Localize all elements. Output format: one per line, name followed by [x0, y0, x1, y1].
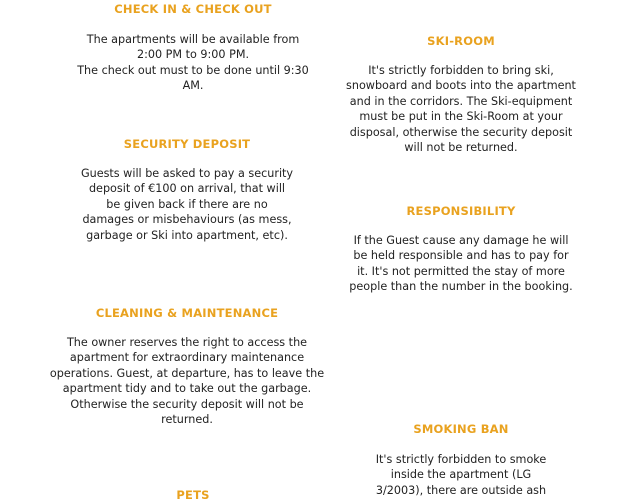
body-line: 2:00 PM to 9:00 PM. [136, 48, 250, 62]
body-line: AM. [182, 79, 204, 93]
body-line: garbage or Ski into apartment, etc). [86, 228, 288, 242]
section-body [48, 335, 326, 427]
section-security-deposit [62, 137, 312, 243]
section-heading: SMOKING BAN [413, 422, 509, 436]
section-responsibility [336, 204, 586, 295]
body-line: It's strictly forbidden to bring ski, [368, 64, 554, 77]
section-smoking-ban [336, 422, 586, 498]
section-heading: RESPONSIBILITY [406, 204, 516, 218]
body-line: people than the number in the booking. [349, 280, 573, 294]
body-line: The check out must to be done until 9:30 [77, 63, 309, 77]
section-check-in-check-out [62, 2, 324, 94]
section-heading: CHECK IN & CHECK OUT [114, 2, 272, 16]
body-line: Guests will be asked to pay a security [80, 167, 294, 180]
body-line: snowboard and boots into the apartment [346, 79, 576, 93]
section-ski-room [336, 34, 586, 155]
body-line: and in the corridors. The Ski-equipment [349, 94, 573, 108]
body-line: 3/2003), there are outside ash [375, 483, 547, 497]
body-line: Otherwise the security deposit will not be [70, 397, 304, 411]
body-line: must be put in the Ski-Room at your [359, 110, 563, 124]
section-body [336, 233, 586, 295]
section-body [336, 63, 586, 155]
section-body [62, 166, 312, 243]
section-body [62, 32, 324, 94]
body-line: deposit of €100 on arrival, that will [88, 182, 286, 196]
section-body [336, 452, 586, 498]
body-line: will not be returned. [404, 141, 518, 155]
body-line: It's strictly forbidden to smoke [375, 453, 547, 466]
body-line: be given back if there are no [106, 197, 268, 211]
body-line: apartment for extraordinary maintenance [69, 351, 305, 365]
body-line: disposal, otherwise the security deposit [349, 125, 573, 139]
body-line: apartment tidy and to take out the garbage. [62, 382, 312, 396]
section-heading: CLEANING & MAINTENANCE [95, 306, 279, 320]
body-line: The owner reserves the right to access the [66, 336, 308, 349]
body-line: inside the apartment (LG [390, 468, 532, 482]
section-heading: PETS [176, 488, 210, 502]
body-line: returned. [161, 413, 213, 427]
section-cleaning-maintenance [48, 306, 326, 427]
section-heading: SECURITY DEPOSIT [123, 137, 251, 151]
section-heading: SKI-ROOM [427, 34, 495, 48]
body-line: damages or misbehaviours (as mess, [82, 213, 292, 227]
body-line: If the Guest cause any damage he will [353, 234, 569, 247]
body-line: The apartments will be available from [86, 33, 300, 46]
body-line: operations. Guest, at departure, has to leave the [49, 366, 325, 380]
body-line: it. It's not permitted the stay of more [357, 264, 565, 278]
body-line: be held responsible and has to pay for [353, 249, 569, 263]
